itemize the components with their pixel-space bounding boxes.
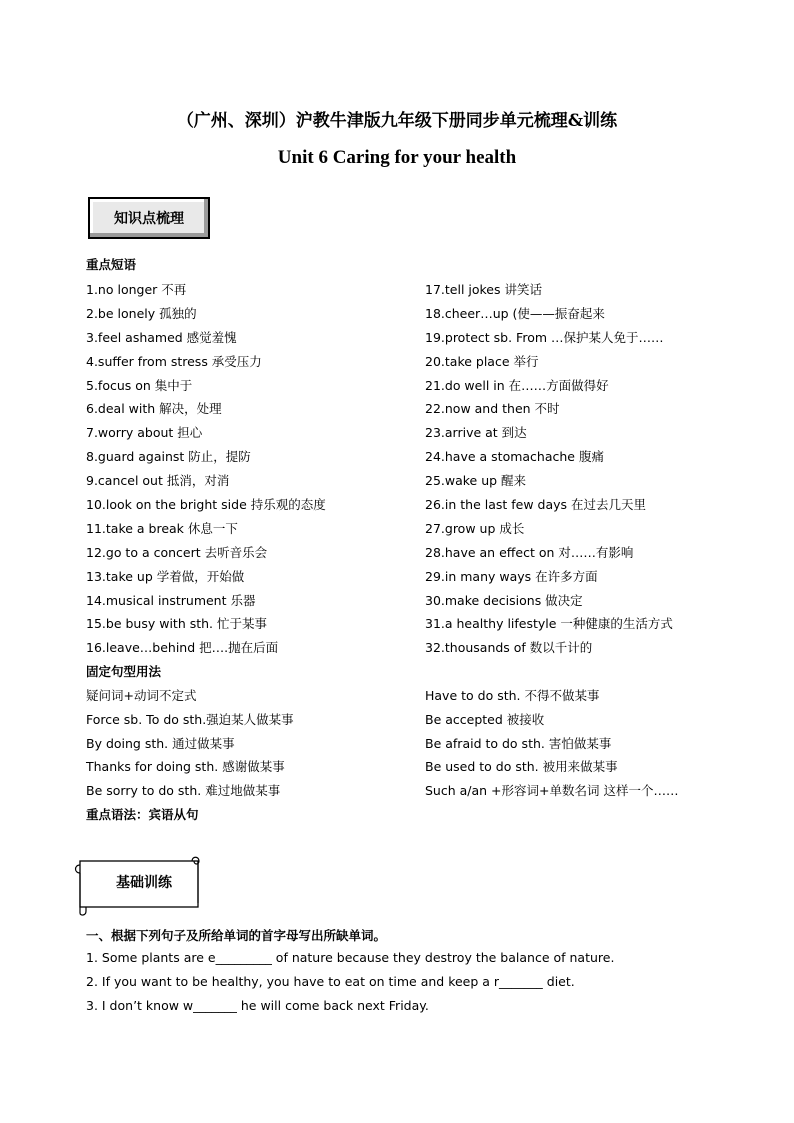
list-item: 17.tell jokes 讲笑话 [425, 282, 542, 297]
list-item: 6.deal with 解决，处理 [86, 401, 222, 417]
list-item: 4.suffer from stress 承受压力 [86, 353, 262, 369]
list-item: 20.take place 举行 [425, 353, 539, 369]
training-section-label: 基础训练 [116, 875, 172, 891]
list-item: 5.focus on 集中于 [86, 377, 193, 393]
list-item: 1.no longer 不再 [86, 282, 187, 297]
patterns-left-column [86, 684, 294, 803]
knowledge-section-label: 知识点梳理 [114, 211, 184, 227]
training-section-scroll [72, 855, 202, 917]
list-item: 22.now and then 不时 [425, 401, 560, 417]
list-item: 8.guard against 防止，提防 [86, 449, 251, 465]
list-item: Be sorry to do sth. 难过地做某事 [86, 783, 281, 799]
list-item: 21.do well in 在……方面做得好 [425, 377, 609, 393]
phrases-right-column [425, 278, 673, 660]
knowledge-section-box [88, 197, 210, 239]
list-item: 12.go to a concert 去听音乐会 [86, 544, 268, 560]
list-item: 疑问词+动词不定式 [86, 688, 197, 703]
list-item: 10.look on the bright side 持乐观的态度 [86, 497, 326, 513]
list-item: 19.protect sb. From …保护某人免于…… [425, 329, 664, 345]
list-item: By doing sth. 通过做某事 [86, 735, 235, 751]
list-item: Be used to do sth. 被用来做某事 [425, 759, 618, 775]
list-item: Have to do sth. 不得不做某事 [425, 688, 600, 703]
document-title: （广州、深圳）沪教牛津版九年级下册同步单元梳理&训练 [176, 111, 618, 131]
list-item: 3.feel ashamed 感觉羞愧 [86, 329, 237, 345]
phrases-heading: 重点短语 [86, 257, 137, 272]
list-item: 32.thousands of 数以千计的 [425, 640, 593, 656]
list-item: 25.wake up 醒来 [425, 473, 527, 489]
list-item: 27.grow up 成长 [425, 520, 525, 536]
list-item: Force sb. To do sth.强迫某人做某事 [86, 711, 294, 727]
list-item: 15.be busy with sth. 忙于某事 [86, 616, 267, 632]
list-item: 1. Some plants are e_________ of nature because they destroy the balance of nature. [86, 950, 615, 965]
list-item: 2. If you want to be healthy, you have to eat on time and keep a r_______ diet. [86, 974, 575, 989]
list-item: Be accepted 被接收 [425, 711, 545, 727]
list-item: 9.cancel out 抵消，对消 [86, 473, 230, 489]
list-item: 2.be lonely 孤独的 [86, 305, 197, 321]
list-item: 29.in many ways 在许多方面 [425, 568, 598, 584]
list-item: 24.have a stomachache 腹痛 [425, 449, 604, 465]
exercise-instruction: 一、根据下列句子及所给单词的首字母写出所缺单词。 [86, 928, 387, 943]
list-item: 23.arrive at 到达 [425, 425, 527, 441]
list-item: 11.take a break 休息一下 [86, 520, 238, 536]
list-item: 28.have an effect on 对……有影响 [425, 544, 634, 560]
patterns-heading: 固定句型用法 [86, 664, 162, 679]
patterns-right-column [425, 684, 678, 803]
phrases-left-column [86, 278, 326, 660]
list-item: 7.worry about 担心 [86, 425, 203, 441]
unit-title: Unit 6 Caring for your health [277, 147, 517, 168]
grammar-heading: 重点语法：宾语从句 [86, 807, 199, 822]
list-item: 16.leave…behind 把….抛在后面 [86, 640, 279, 656]
list-item: 18.cheer…up (使——振奋起来 [425, 305, 605, 321]
exercise-list [86, 946, 614, 1018]
list-item: Thanks for doing sth. 感谢做某事 [86, 759, 285, 775]
list-item: Such a/an +形容词+单数名词 这样一个…… [425, 783, 679, 799]
list-item: 14.musical instrument 乐器 [86, 592, 256, 608]
list-item: 3. I don’t know w_______ he will come back next Friday. [86, 998, 429, 1013]
list-item: Be afraid to do sth. 害怕做某事 [425, 735, 612, 751]
list-item: 26.in the last few days 在过去几天里 [425, 497, 647, 513]
list-item: 30.make decisions 做决定 [425, 592, 583, 608]
list-item: 13.take up 学着做，开始做 [86, 568, 245, 584]
list-item: 31.a healthy lifestyle 一种健康的生活方式 [425, 616, 673, 632]
